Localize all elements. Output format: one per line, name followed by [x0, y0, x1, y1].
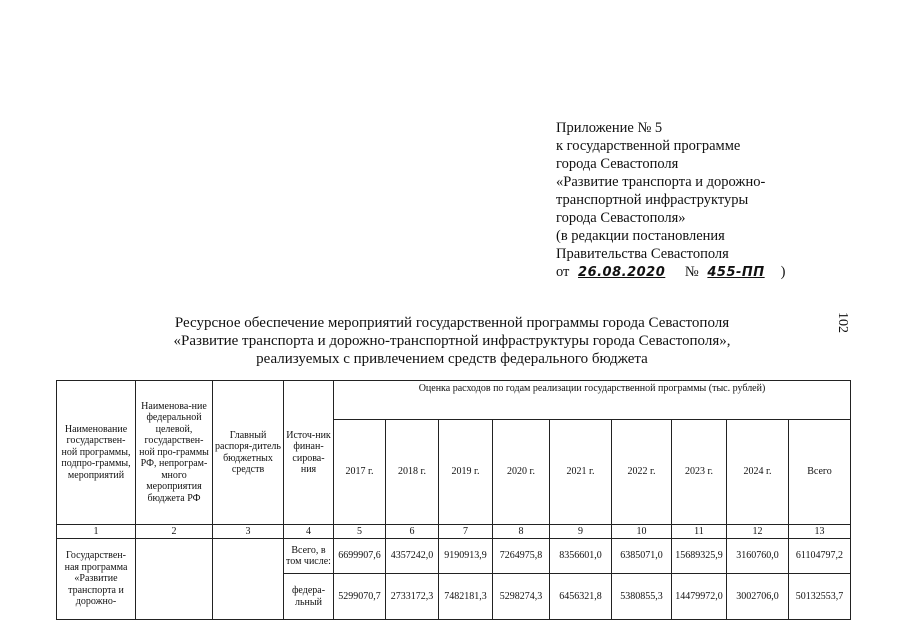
resource-table [56, 380, 851, 620]
page-number: 102 [835, 312, 850, 333]
value-cell: 2733172,3 [386, 574, 439, 620]
column-number: 1 [57, 525, 136, 539]
header-year: 2018 г. [386, 420, 439, 525]
column-number: 10 [612, 525, 672, 539]
header-year: 2019 г. [439, 420, 493, 525]
value-cell: 15689325,9 [672, 539, 727, 574]
handwritten-number: 455-ПП [707, 265, 765, 280]
closing-paren: ) [780, 264, 786, 280]
document-title [150, 314, 754, 368]
column-number: 9 [550, 525, 612, 539]
value-cell: 6699907,6 [334, 539, 386, 574]
column-number: 13 [789, 525, 851, 539]
column-number: 2 [136, 525, 213, 539]
header-year: 2017 г. [334, 420, 386, 525]
number-prefix: № [684, 264, 699, 280]
column-number: 5 [334, 525, 386, 539]
appendix-line: (в редакции постановления [556, 228, 725, 244]
header-year: 2023 г. [672, 420, 727, 525]
appendix-line: Приложение № 5 [556, 120, 663, 136]
column-number: 12 [727, 525, 789, 539]
column-number-row [57, 525, 851, 539]
header-row [57, 381, 851, 420]
funding-source-cell: федера-льный [284, 574, 334, 620]
handwritten-date: 26.08.2020 [578, 265, 666, 280]
value-cell: 7264975,8 [493, 539, 550, 574]
header-estimate: Оценка расходов по годам реализации государственной программы (тыс. рублей) [334, 381, 851, 420]
header-total: Всего [789, 420, 851, 525]
appendix-line: города Севастополя [556, 156, 679, 172]
budget-manager-cell [213, 539, 284, 620]
header-year: 2020 г. [493, 420, 550, 525]
program-name-cell: Государствен-ная программа «Развитие транспорта и дорожно- [57, 539, 136, 620]
appendix-line: Правительства Севастополя [556, 246, 729, 262]
appendix-line: «Развитие транспорта и дорожно- [556, 174, 766, 190]
header-budget-manager: Главный распоря-дитель бюджетных средств [213, 381, 284, 525]
column-number: 3 [213, 525, 284, 539]
funding-source-cell: Всего, в том числе: [284, 539, 334, 574]
value-cell: 3002706,0 [727, 574, 789, 620]
title-line-1: Ресурсное обеспечение мероприятий государственной программы города Севастополя [174, 315, 730, 331]
value-cell: 9190913,9 [439, 539, 493, 574]
table-row [57, 539, 851, 574]
value-cell: 7482181,3 [439, 574, 493, 620]
value-cell: 5380855,3 [612, 574, 672, 620]
header-program-name: Наименование государствен-ной программы, подпро-граммы, мероприятий [57, 381, 136, 525]
value-cell: 3160760,0 [727, 539, 789, 574]
federal-program-cell [136, 539, 213, 620]
title-line-2: «Развитие транспорта и дорожно-транспортной инфраструктуры города Севастополя», [173, 333, 731, 349]
appendix-line: транспортной инфраструктуры [556, 192, 749, 208]
value-cell: 14479972,0 [672, 574, 727, 620]
header-federal-program: Наименова-ние федеральной целевой, государствен-ной про-граммы РФ, непрограм-много мероприятия бюджета РФ [136, 381, 213, 525]
column-number: 8 [493, 525, 550, 539]
value-cell: 5299070,7 [334, 574, 386, 620]
column-number: 4 [284, 525, 334, 539]
appendix-line: города Севастополя» [556, 210, 686, 226]
value-cell: 61104797,2 [789, 539, 851, 574]
value-cell: 4357242,0 [386, 539, 439, 574]
title-line-3: реализуемых с привлечением средств федерального бюджета [256, 351, 648, 367]
appendix-block [556, 119, 856, 282]
header-funding-source: Источ-ник финан-сирова-ния [284, 381, 334, 525]
value-cell: 8356601,0 [550, 539, 612, 574]
column-number: 6 [386, 525, 439, 539]
column-number: 7 [439, 525, 493, 539]
value-cell: 6385071,0 [612, 539, 672, 574]
appendix-line: к государственной программе [556, 138, 741, 154]
appendix-date-line [556, 263, 856, 282]
value-cell: 6456321,8 [550, 574, 612, 620]
header-year: 2021 г. [550, 420, 612, 525]
value-cell: 5298274,3 [493, 574, 550, 620]
header-year: 2022 г. [612, 420, 672, 525]
value-cell: 50132553,7 [789, 574, 851, 620]
column-number: 11 [672, 525, 727, 539]
header-year: 2024 г. [727, 420, 789, 525]
date-prefix: от [556, 264, 570, 280]
